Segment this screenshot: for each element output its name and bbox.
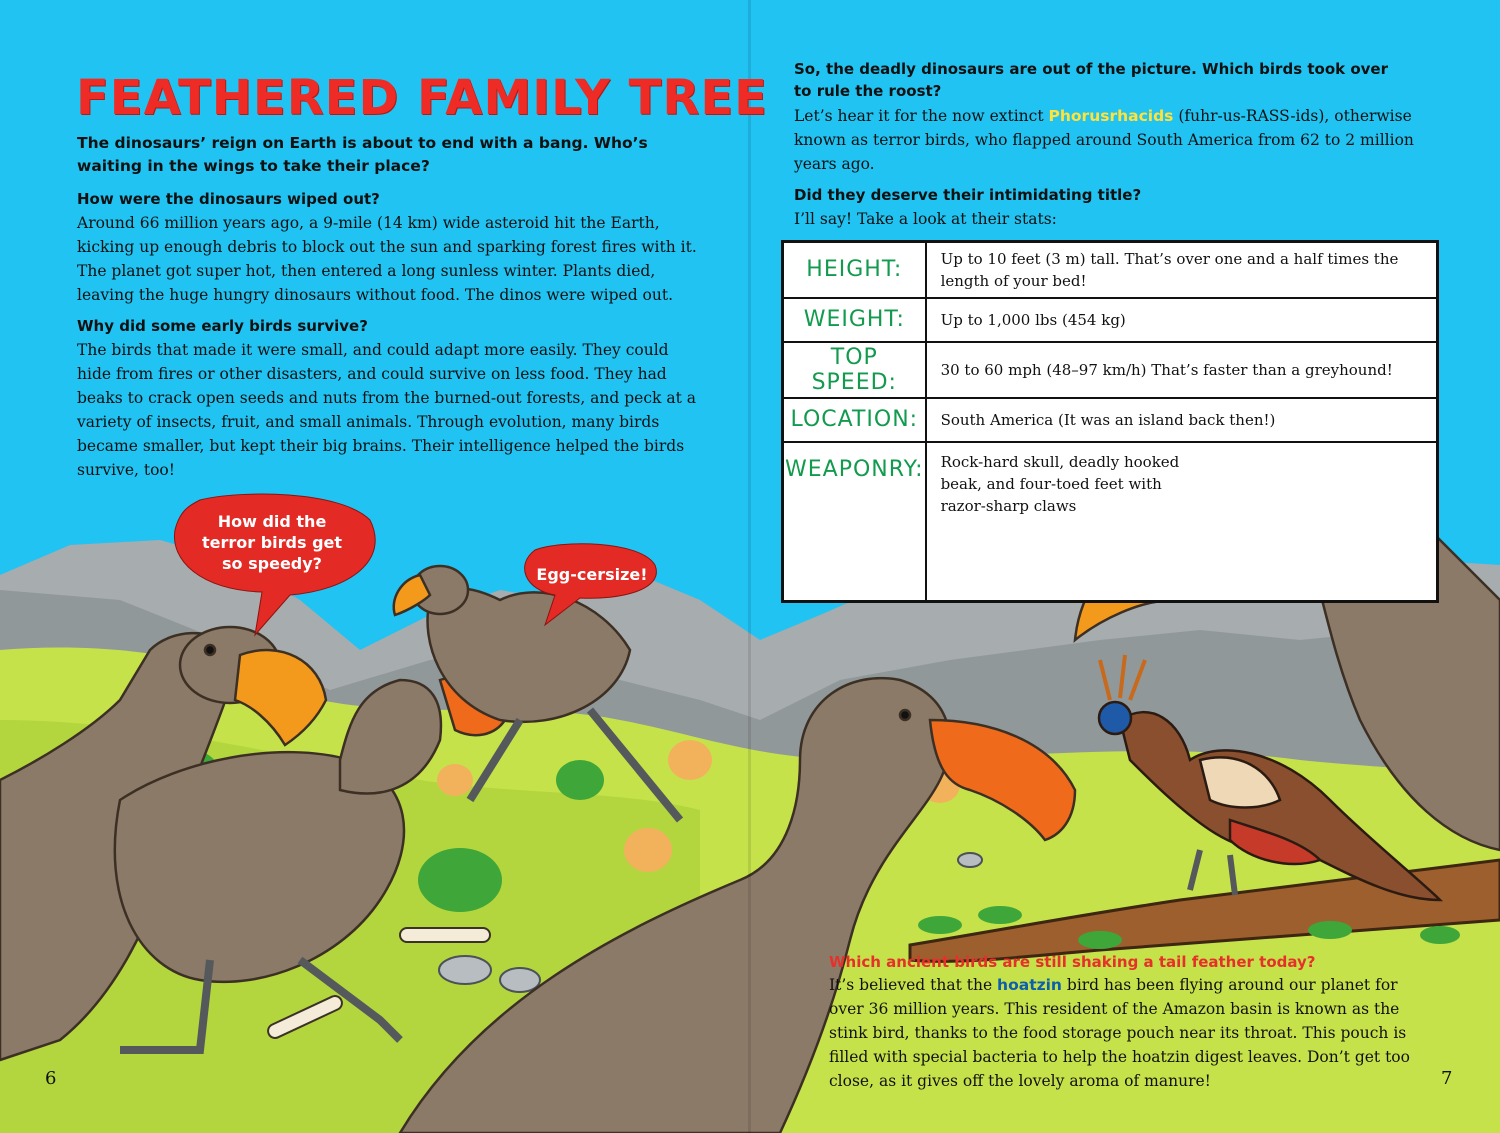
paragraph-text: (fuhr-us-RASS-ids), otherwise known as terror birds, who flapped around South America from 62 to 2 million years ago. bbox=[794, 107, 1414, 173]
stat-label: WEIGHT: bbox=[783, 298, 926, 342]
paragraph-text: bird has been flying around our planet for over 36 million years. This resident of the Amazon basin is known as the stink bird, thanks to the food storage pouch near its throat. This pouch is filled with special bacteria to help the hoatzin digest leaves. Don’t get too close, as it gives off the lovely aroma of manure! bbox=[829, 976, 1410, 1090]
book-gutter bbox=[748, 0, 751, 1133]
bubble-text-line: terror birds get bbox=[201, 533, 343, 552]
body-paragraph bbox=[829, 973, 1419, 1093]
body-paragraph: I’ll say! Take a look at their stats: bbox=[794, 210, 1057, 228]
question-heading: Which ancient birds are still shaking a tail feather today? bbox=[829, 953, 1316, 971]
stat-label: HEIGHT: bbox=[783, 242, 926, 298]
highlight-term: hoatzin bbox=[997, 976, 1062, 994]
body-paragraph: Around 66 million years ago, a 9-mile (14 km) wide asteroid hit the Earth, kicking up enough debris to block out the sun and sparking forest fires with it. The planet got super hot, then entered a long sunless winter. Plants died, leaving the huge hungry dinosaurs without food. The dinos were wiped out. bbox=[77, 214, 697, 304]
stat-value: Up to 10 feet (3 m) tall. That’s over one and a half times the length of your bed! bbox=[926, 242, 1438, 298]
stat-value: Rock-hard skull, deadly hooked beak, and four-toed feet with razor-sharp claws bbox=[926, 442, 1438, 602]
question-heading: Why did some early birds survive? bbox=[77, 317, 368, 335]
bubble-text-line: How did the bbox=[217, 512, 327, 531]
paragraph-text: It’s believed that the bbox=[829, 976, 998, 994]
bubble-text-line: Egg-cersize! bbox=[536, 565, 648, 584]
stats-table bbox=[781, 240, 1439, 603]
paragraph-text: Let’s hear it for the now extinct bbox=[794, 107, 1049, 125]
stats-row bbox=[783, 442, 1438, 602]
stats-row bbox=[783, 398, 1438, 442]
stat-label: TOP SPEED: bbox=[783, 342, 926, 398]
question-heading: So, the deadly dinosaurs are out of the picture. Which birds took over to rule the roost? bbox=[794, 60, 1388, 100]
question-heading: Did they deserve their intimidating title? bbox=[794, 186, 1142, 204]
page-number: 7 bbox=[1441, 1068, 1453, 1089]
stats-row bbox=[783, 242, 1438, 298]
highlight-term: Phorusrhacids bbox=[1048, 107, 1174, 125]
stats-row bbox=[783, 342, 1438, 398]
stat-value: South America (It was an island back then!) bbox=[926, 398, 1438, 442]
page-number: 6 bbox=[45, 1068, 57, 1089]
body-paragraph: The birds that made it were small, and could adapt more easily. They could hide from fires or other disasters, and could survive on less food. They had beaks to crack open seeds and nuts from the burned-out forests, and peck at a variety of insects, fruit, and small animals. Through evolution, many birds became smaller, but kept their big brains. Their intelligence helped the birds survive, too! bbox=[77, 341, 696, 479]
stat-label: LOCATION: bbox=[783, 398, 926, 442]
intro-paragraph: The dinosaurs’ reign on Earth is about to end with a bang. Who’s waiting in the wings to take their place? bbox=[77, 134, 648, 175]
bubble-text-line: so speedy? bbox=[222, 554, 322, 573]
question-heading: How were the dinosaurs wiped out? bbox=[77, 190, 380, 208]
stat-label: WEAPONRY: bbox=[783, 442, 926, 602]
stat-value: Up to 1,000 lbs (454 kg) bbox=[926, 298, 1438, 342]
page-title: FEATHERED FAMILY TREE bbox=[76, 70, 768, 126]
body-paragraph bbox=[794, 104, 1414, 176]
stat-value: 30 to 60 mph (48–97 km/h) That’s faster than a greyhound! bbox=[926, 342, 1438, 398]
stats-row bbox=[783, 298, 1438, 342]
